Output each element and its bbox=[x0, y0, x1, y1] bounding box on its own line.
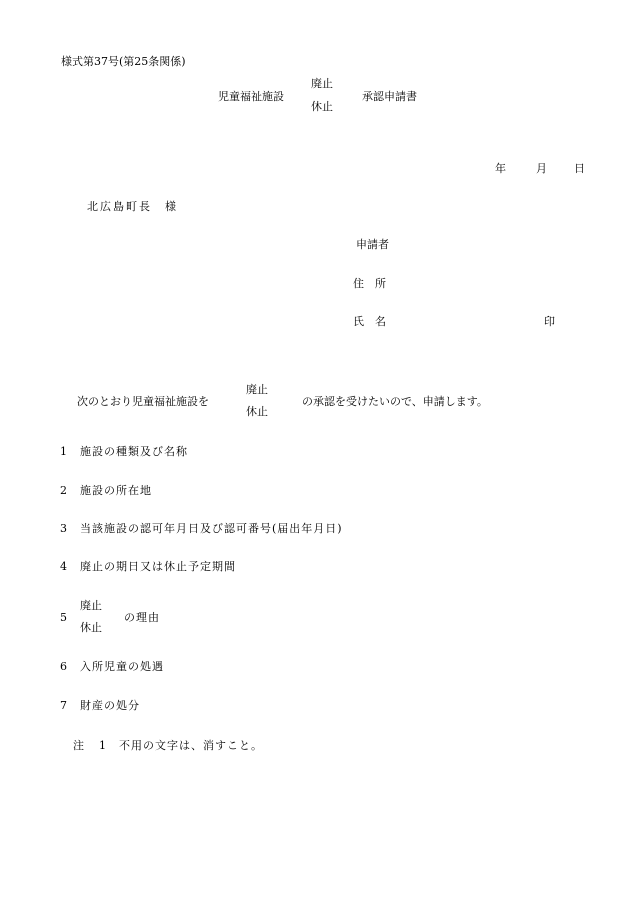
applicant-heading: 申請者 bbox=[356, 238, 389, 251]
form-number: 様式第37号(第25条関係) bbox=[61, 55, 186, 68]
item-text: 入所児童の処遇 bbox=[80, 660, 164, 673]
item-number: 7 bbox=[60, 699, 67, 712]
item-number: 6 bbox=[60, 660, 67, 673]
applicant-seal: 印 bbox=[544, 315, 555, 328]
title-facility: 児童福祉施設 bbox=[218, 90, 284, 103]
item-number: 5 bbox=[60, 611, 67, 624]
item-option-suspend: 休止 bbox=[80, 621, 102, 634]
item-text: 施設の種類及び名称 bbox=[80, 445, 188, 458]
statement-prefix: 次のとおり児童福祉施設を bbox=[77, 395, 209, 408]
title-option-suspend: 休止 bbox=[311, 100, 333, 113]
date-day: 日 bbox=[574, 162, 585, 175]
statement-option-suspend: 休止 bbox=[246, 405, 268, 418]
item-text: 当該施設の認可年月日及び認可番号(届出年月日) bbox=[80, 522, 343, 535]
item-number: 1 bbox=[60, 445, 67, 458]
item-number: 3 bbox=[60, 522, 67, 535]
item-text: 廃止の期日又は休止予定期間 bbox=[80, 560, 236, 573]
date-year: 年 bbox=[495, 162, 506, 175]
statement-suffix: の承認を受けたいので、申請します。 bbox=[302, 395, 488, 408]
note-number: 1 bbox=[99, 739, 106, 752]
item-text: 財産の処分 bbox=[80, 699, 140, 712]
title-option-abolish: 廃止 bbox=[311, 77, 333, 90]
addressee-honorific: 様 bbox=[165, 200, 176, 213]
applicant-address-label: 住 所 bbox=[353, 277, 386, 290]
item-number: 4 bbox=[60, 560, 67, 573]
title-approval: 承認申請書 bbox=[362, 90, 417, 103]
date-month: 月 bbox=[536, 162, 547, 175]
statement-option-abolish: 廃止 bbox=[246, 383, 268, 396]
note-text: 不用の文字は、消すこと。 bbox=[119, 739, 263, 752]
item-text: の理由 bbox=[124, 611, 160, 624]
item-number: 2 bbox=[60, 484, 67, 497]
item-text: 施設の所在地 bbox=[80, 484, 152, 497]
note-label: 注 bbox=[73, 739, 84, 752]
addressee-name: 北広島町長 bbox=[87, 200, 152, 213]
item-option-abolish: 廃止 bbox=[80, 599, 102, 612]
applicant-name-label: 氏 名 bbox=[353, 315, 386, 328]
